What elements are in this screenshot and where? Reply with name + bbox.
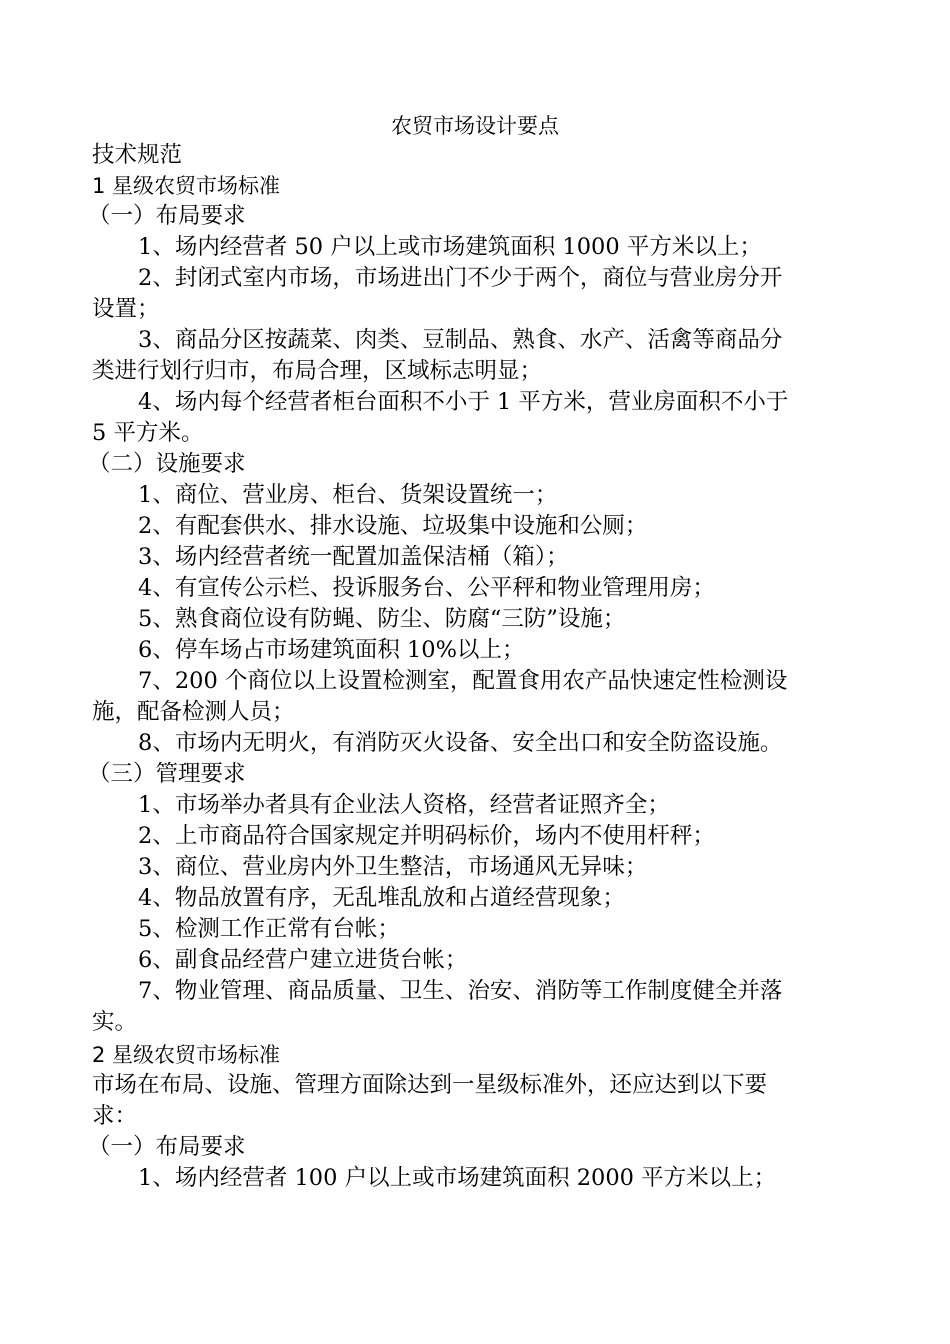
doc-line-item: 1、场内经营者 100 户以上或市场建筑面积 2000 平方米以上；	[138, 1165, 777, 1191]
doc-line-item: 6、副食品经营户建立进货台帐；	[138, 947, 468, 973]
doc-line-item: 4、场内每个经营者柜台面积不小于 1 平方米，营业房面积不小于	[138, 389, 789, 415]
doc-line-subheading: （一）布局要求	[88, 1134, 246, 1160]
doc-line-item: 7、200 个商位以上设置检测室，配置食用农产品快速定性检测设	[138, 668, 788, 694]
doc-line-item: 3、商品分区按蔬菜、肉类、豆制品、熟食、水产、活禽等商品分	[138, 327, 783, 353]
doc-line-item: 1、商位、营业房、柜台、货架设置统一；	[138, 482, 558, 508]
doc-line-paragraph-continuation: 求：	[92, 1103, 138, 1129]
doc-line-item-continuation: 施，配备检测人员；	[92, 699, 295, 725]
doc-line-item: 2、有配套供水、排水设施、垃圾集中设施和公厕；	[138, 513, 648, 539]
doc-line-item: 2、上市商品符合国家规定并明码标价，场内不使用杆秤；	[138, 823, 715, 849]
doc-line-item-continuation: 实。	[92, 1009, 138, 1035]
document-title: 农贸市场设计要点	[391, 114, 559, 138]
doc-line-item: 3、商位、营业房内外卫生整洁，市场通风无异味；	[138, 854, 648, 880]
doc-line-subheading: （三）管理要求	[88, 761, 246, 787]
doc-line-heading-2star: 2 星级农贸市场标准	[92, 1043, 281, 1067]
doc-line-item: 1、场内经营者 50 户以上或市场建筑面积 1000 平方米以上；	[138, 234, 762, 260]
doc-line-subheading: （一）布局要求	[88, 203, 246, 229]
doc-line-paragraph: 市场在布局、设施、管理方面除达到一星级标准外，还应达到以下要	[92, 1072, 768, 1098]
doc-line-item: 7、物业管理、商品质量、卫生、治安、消防等工作制度健全并落	[138, 978, 783, 1004]
doc-line-item: 5、检测工作正常有台帐；	[138, 916, 400, 942]
doc-line-item: 6、停车场占市场建筑面积 10%以上；	[138, 637, 525, 663]
doc-line-item: 4、有宣传公示栏、投诉服务台、公平秤和物业管理用房；	[138, 575, 715, 601]
doc-line-item-continuation: 5 平方米。	[92, 420, 204, 446]
doc-line-item: 8、市场内无明火，有消防灭火设备、安全出口和安全防盗设施。	[138, 730, 783, 756]
doc-line-item: 4、物品放置有序，无乱堆乱放和占道经营现象；	[138, 885, 625, 911]
doc-line-item: 5、熟食商位设有防蝇、防尘、防腐“三防”设施；	[138, 606, 626, 632]
doc-line-subheading: （二）设施要求	[88, 451, 246, 477]
doc-line-item: 1、市场举办者具有企业法人资格，经营者证照齐全；	[138, 792, 670, 818]
doc-line-heading-1star: 1 星级农贸市场标准	[92, 174, 281, 198]
doc-line-section-label: 技术规范	[92, 142, 183, 168]
doc-line-item: 3、场内经营者统一配置加盖保洁桶（箱）；	[138, 544, 569, 570]
doc-line-item-continuation: 类进行划行归市，布局合理，区域标志明显；	[92, 358, 543, 384]
doc-line-item-continuation: 设置；	[92, 296, 160, 322]
doc-line-item: 2、封闭式室内市场，市场进出门不少于两个，商位与营业房分开	[138, 265, 783, 291]
